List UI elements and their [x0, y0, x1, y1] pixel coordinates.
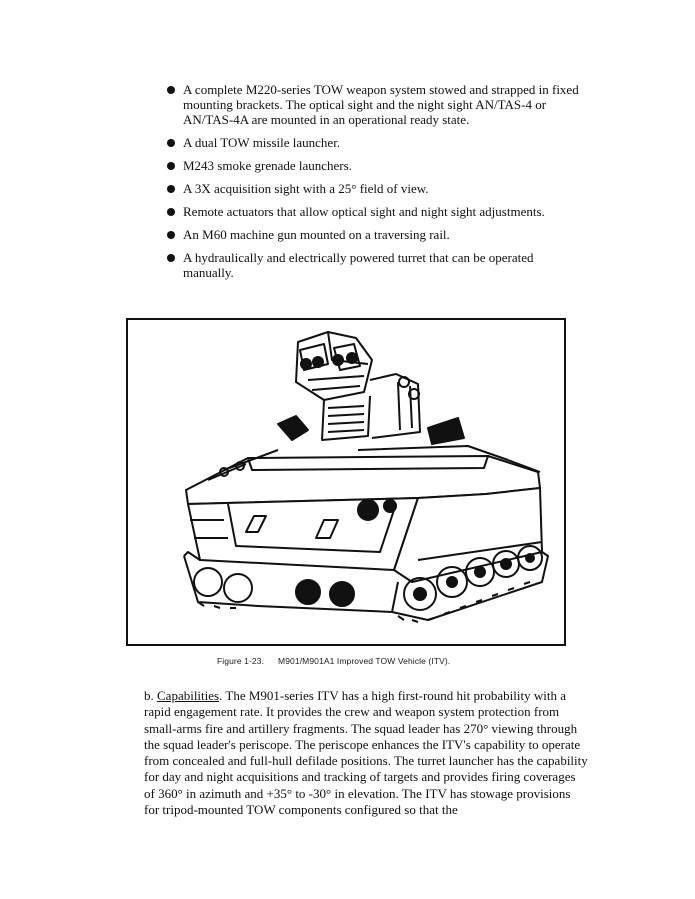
- bullet-icon: [167, 139, 175, 147]
- list-item: [164, 204, 584, 219]
- capabilities-paragraph: [144, 688, 588, 818]
- list-item: [164, 158, 584, 173]
- bullet-icon: [167, 254, 175, 262]
- list-item-text: M243 smoke grenade launchers.: [183, 158, 352, 173]
- figure-caption: [217, 656, 450, 666]
- front-glacis: [188, 498, 418, 570]
- capabilities-text: . The M901-series ITV has a high first-round hit probability with a rapid engagement rate. It provides the crew and weapon system protection from small-arms fire and artillery fragments. The squad leader has 270° viewing through the squad leader's periscope. The periscope enhances the ITV's capability to operate from concealed and full-hull defilade positions. The turret launcher has the capability for day and night acquisitions and tracking of targets and provides firing coverages of 360° in azimuth and +35° to -30° in elevation. The ITV has stowage provisions for tripod-mounted TOW components configured so that the: [144, 688, 588, 818]
- list-item-text: Remote actuators that allow optical sight and night sight adjustments.: [183, 204, 545, 219]
- list-item-text: A 3X acquisition sight with a 25° field of view.: [183, 181, 429, 196]
- figure-caption-text: M901/M901A1 Improved TOW Vehicle (ITV).: [278, 656, 451, 666]
- list-item-text: A dual TOW missile launcher.: [183, 135, 341, 150]
- feature-list: [164, 82, 584, 288]
- list-item-text: A hydraulically and electrically powered turret that can be operated manually.: [183, 250, 534, 280]
- figure-frame: [126, 318, 566, 646]
- list-item-text: A complete M220-series TOW weapon system stowed and strapped in fixed mounting brackets. The optical sight and the night sight AN/TAS-4 or AN/TAS-4A are mounted in an operational ready state.: [183, 82, 579, 127]
- list-item: [164, 250, 584, 280]
- capabilities-heading: Capabilities: [157, 688, 220, 703]
- list-item: [164, 82, 584, 127]
- bullet-icon: [167, 162, 175, 170]
- bullet-icon: [167, 231, 175, 239]
- figure-number: Figure 1-23.: [217, 656, 265, 666]
- list-item: [164, 135, 584, 150]
- bullet-icon: [167, 185, 175, 193]
- tow-launcher-head: [296, 332, 372, 400]
- list-item: [164, 181, 584, 196]
- list-item-text: An M60 machine gun mounted on a traversing rail.: [183, 227, 450, 242]
- bullet-icon: [167, 208, 175, 216]
- list-item: [164, 227, 584, 242]
- itv-vehicle-illustration: [128, 320, 564, 644]
- bullet-icon: [167, 86, 175, 94]
- paragraph-prefix: b.: [144, 688, 157, 703]
